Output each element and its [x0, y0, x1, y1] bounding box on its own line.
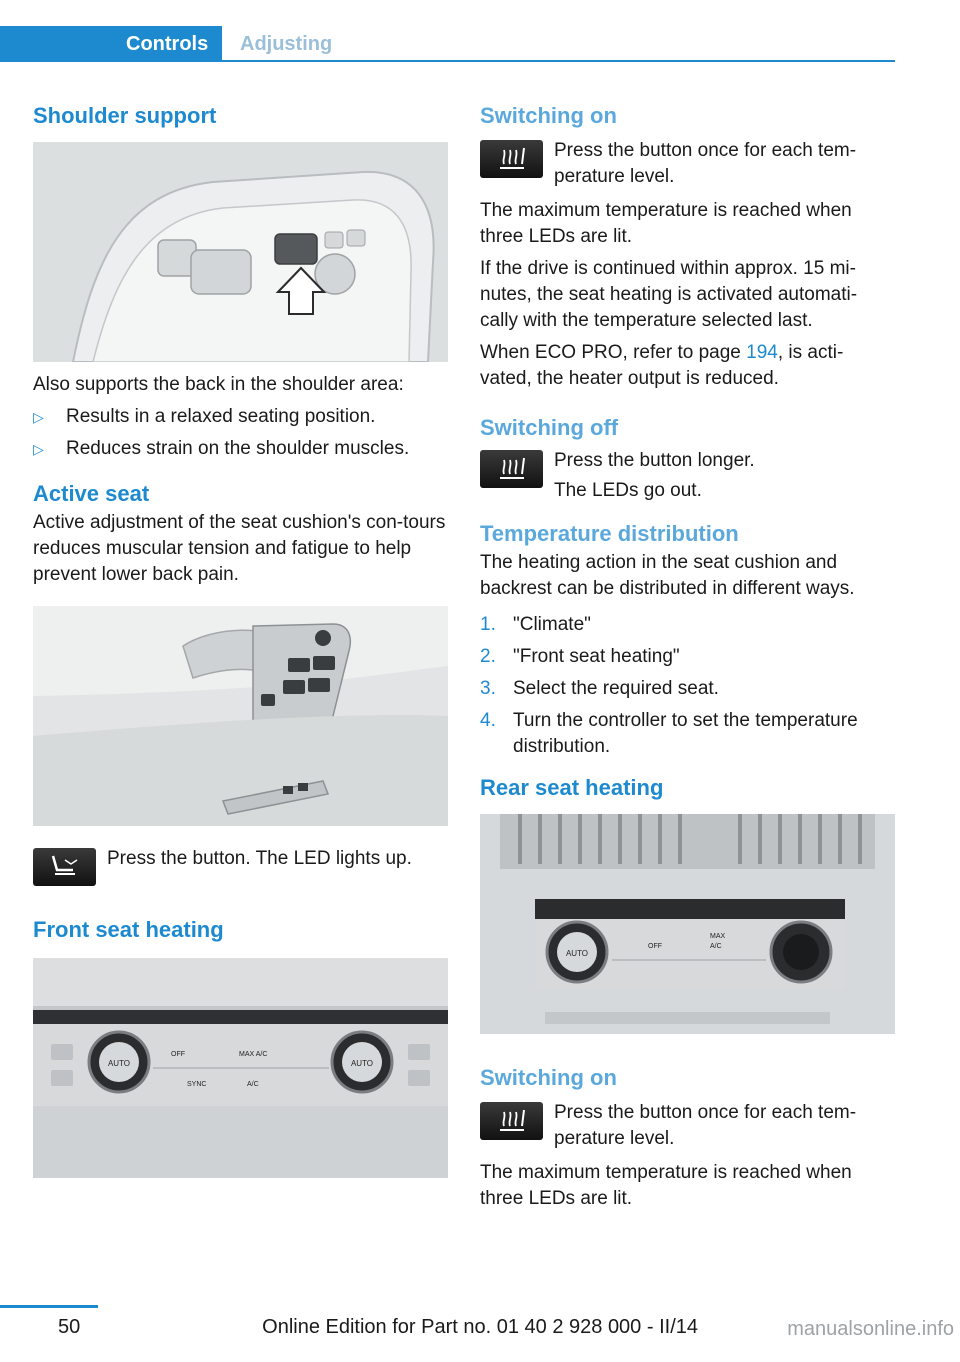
switch-off-button-text: Press the button longer.: [554, 450, 755, 471]
list-item: 1. "Climate": [480, 614, 591, 635]
footer-rule: [0, 1305, 98, 1308]
rear-switching-on-heading: Switching on: [480, 1065, 617, 1090]
switching-on-heading: Switching on: [480, 103, 617, 128]
svg-text:MAX: MAX: [710, 933, 726, 940]
tab-adjusting[interactable]: Adjusting: [240, 33, 333, 55]
temperature-distribution-heading: Temperature distribution: [480, 521, 739, 546]
front-seat-heating-heading: Front seat heating: [33, 917, 224, 942]
list-item: ▷ Results in a relaxed seating position.: [33, 404, 448, 430]
left-column: [33, 100, 448, 1178]
list-item: 4. Turn the controller to set the temperature distribution.: [480, 710, 858, 757]
shoulder-support-list: [33, 404, 448, 462]
leds-out-text: The LEDs go out.: [554, 480, 702, 501]
switch-on-button-text: Press the button once for each tem-perature level.: [554, 140, 857, 187]
distribution-steps: [480, 612, 895, 760]
active-seat-text: Active adjustment of the seat cushion's con-tours reduces muscular tension and fatigue to help prevent lower back pain.: [33, 512, 446, 585]
watermark: manualsonline.info: [787, 1318, 954, 1340]
front-climate-panel-photo: [33, 958, 448, 1178]
seat-heating-icon[interactable]: [480, 140, 543, 178]
active-seat-heading: Active seat: [33, 481, 150, 506]
active-seat-button-text: Press the button. The LED lights up.: [107, 848, 412, 869]
right-column: [480, 100, 895, 1218]
list-item: ▷ Reduces strain on the shoulder muscles.: [33, 436, 448, 462]
list-item: 3. Select the required seat.: [480, 678, 719, 699]
rear-climate-panel-photo: [480, 814, 895, 1034]
auto-label-right: AUTO: [350, 1059, 374, 1068]
page-number: 50: [58, 1316, 81, 1338]
page-ref-link[interactable]: 194: [746, 342, 778, 363]
rear-seat-heating-heading: Rear seat heating: [480, 775, 664, 800]
svg-text:MAX A/C: MAX A/C: [239, 1051, 268, 1058]
switch-on-button-row: [480, 138, 895, 190]
shoulder-support-photo: [33, 142, 448, 362]
switching-off-heading: Switching off: [480, 415, 619, 440]
svg-text:SYNC: SYNC: [187, 1081, 207, 1088]
edition-text: Online Edition for Part no. 01 40 2 928 000 - II/14: [262, 1316, 698, 1338]
rear-max-temp-text: The maximum temperature is reached when three LEDs are lit.: [480, 1162, 852, 1209]
eco-pro-text: When ECO PRO, refer to page 194, is acti-vated, the heater output is reduced.: [480, 342, 844, 389]
shoulder-support-intro: Also supports the back in the shoulder area:: [33, 374, 404, 395]
svg-text:A/C: A/C: [710, 943, 722, 950]
active-seat-icon[interactable]: [33, 848, 96, 886]
rear-auto-label: AUTO: [565, 949, 589, 958]
auto-reactivate-text: If the drive is continued within approx. 15 mi-nutes, the seat heating is activated automati-cally with the temperature selected last.: [480, 258, 858, 331]
list-item: 2. "Front seat heating": [480, 646, 680, 667]
distribution-text: The heating action in the seat cushion and backrest can be distributed in different ways.: [480, 552, 855, 599]
svg-text:A/C: A/C: [247, 1081, 259, 1088]
chapter-header: [0, 26, 895, 62]
auto-label-left: AUTO: [107, 1059, 131, 1068]
triangle-bullet-icon: ▷: [33, 441, 44, 457]
shoulder-support-heading: Shoulder support: [33, 103, 217, 128]
rear-switch-on-button-text: Press the button once for each tem-perature level.: [554, 1102, 857, 1149]
svg-text:OFF: OFF: [648, 943, 662, 950]
triangle-bullet-icon: ▷: [33, 409, 44, 425]
active-seat-button-row: [33, 846, 448, 896]
tab-controls[interactable]: Controls: [0, 26, 222, 62]
seat-heating-icon[interactable]: [480, 1102, 543, 1140]
svg-text:OFF: OFF: [171, 1051, 185, 1058]
rear-switch-on-button-row: [480, 1100, 895, 1152]
door-panel-photo: [33, 606, 448, 826]
seat-heating-icon[interactable]: [480, 450, 543, 488]
max-temp-text: The maximum temperature is reached when three LEDs are lit.: [480, 200, 852, 247]
switch-off-button-row: [480, 448, 895, 504]
